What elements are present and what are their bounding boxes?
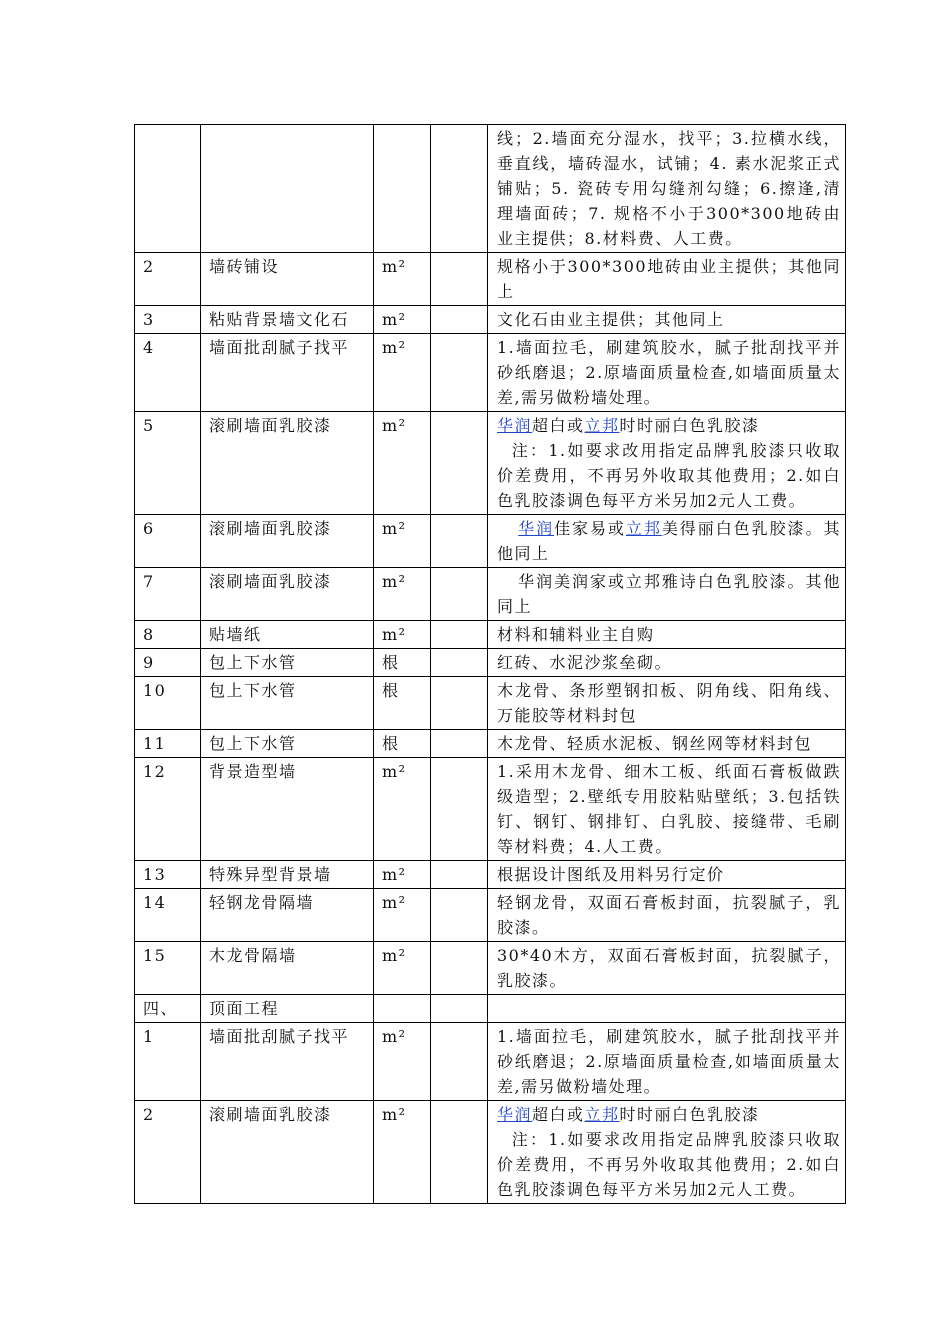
item-description: 材料和辅料业主自购	[488, 621, 846, 649]
item-description: 红砖、水泥沙浆垒砌。	[488, 649, 846, 677]
item-price	[431, 621, 488, 649]
item-description: 线；2.墙面充分湿水，找平；3.拉横水线，垂直线，墙砖湿水，试铺；4. 素水泥浆正式铺贴；5. 瓷砖专用勾缝剂勾缝；6.擦逢,清理墙面砖；7. 规格不小于300*300地砖由业主提供；8.材料费、人工费。	[488, 125, 846, 253]
item-price	[431, 995, 488, 1023]
item-description: 华润美润家或立邦雅诗白色乳胶漆。其他同上	[488, 568, 846, 621]
item-number: 1	[135, 1023, 201, 1101]
brand-link-huarun[interactable]: 华润	[497, 1105, 533, 1124]
item-price	[431, 649, 488, 677]
brand-link-huarun[interactable]: 华润	[518, 519, 555, 538]
item-unit: 根	[374, 649, 431, 677]
table-row	[135, 758, 846, 861]
item-description: 木龙骨、轻质水泥板、钢丝网等材料封包	[488, 730, 846, 758]
item-description: 华润佳家易或立邦美得丽白色乳胶漆。其他同上	[488, 515, 846, 568]
item-number: 12	[135, 758, 201, 861]
item-description: 1.墙面拉毛，刷建筑胶水，腻子批刮找平并砂纸磨退；2.原墙面质量检查,如墙面质量太差,需另做粉墙处理。	[488, 1023, 846, 1101]
item-description: 轻钢龙骨，双面石膏板封面，抗裂腻子，乳胶漆。	[488, 889, 846, 942]
item-number: 14	[135, 889, 201, 942]
item-price	[431, 861, 488, 889]
item-number: 10	[135, 677, 201, 730]
item-name: 包上下水管	[201, 730, 374, 758]
table-row	[135, 889, 846, 942]
item-number: 13	[135, 861, 201, 889]
item-name: 特殊异型背景墙	[201, 861, 374, 889]
item-unit: m²	[374, 412, 431, 515]
item-name: 墙面批刮腻子找平	[201, 334, 374, 412]
item-unit: m²	[374, 568, 431, 621]
item-unit: m²	[374, 515, 431, 568]
item-description: 30*40木方，双面石膏板封面，抗裂腻子，乳胶漆。	[488, 942, 846, 995]
item-name: 滚刷墙面乳胶漆	[201, 1101, 374, 1204]
table-row	[135, 515, 846, 568]
item-number: 9	[135, 649, 201, 677]
item-name: 包上下水管	[201, 677, 374, 730]
section-number: 四、	[135, 995, 201, 1023]
item-unit: m²	[374, 306, 431, 334]
item-name	[201, 125, 374, 253]
item-description: 1.墙面拉毛，刷建筑胶水，腻子批刮找平并砂纸磨退；2.原墙面质量检查,如墙面质量太差,需另做粉墙处理。	[488, 334, 846, 412]
item-description: 华润超白或立邦时时丽白色乳胶漆 注：1.如要求改用指定品牌乳胶漆只收取价差费用，不再另外收取其他费用；2.如白色乳胶漆调色每平方米另加2元人工费。	[488, 412, 846, 515]
item-price	[431, 253, 488, 306]
item-description	[488, 995, 846, 1023]
quotation-table	[134, 124, 846, 1204]
brand-link-nippon[interactable]: 立邦	[584, 1105, 620, 1124]
item-unit: m²	[374, 889, 431, 942]
item-number: 5	[135, 412, 201, 515]
item-description: 根据设计图纸及用料另行定价	[488, 861, 846, 889]
table-row	[135, 125, 846, 253]
item-number: 4	[135, 334, 201, 412]
item-number: 6	[135, 515, 201, 568]
item-description: 1.采用木龙骨、细木工板、纸面石膏板做跌级造型；2.壁纸专用胶粘贴壁纸；3.包括铁钉、钢钉、钢排钉、白乳胶、接缝带、毛刷等材料费；4.人工费。	[488, 758, 846, 861]
item-unit: m²	[374, 1101, 431, 1204]
item-description: 规格小于300*300地砖由业主提供；其他同上	[488, 253, 846, 306]
item-name: 滚刷墙面乳胶漆	[201, 515, 374, 568]
table-row	[135, 677, 846, 730]
item-unit: m²	[374, 253, 431, 306]
table-row	[135, 942, 846, 995]
item-unit: m²	[374, 334, 431, 412]
item-price	[431, 306, 488, 334]
item-price	[431, 677, 488, 730]
item-number: 2	[135, 1101, 201, 1204]
item-name: 墙砖铺设	[201, 253, 374, 306]
item-unit: 根	[374, 730, 431, 758]
item-name: 滚刷墙面乳胶漆	[201, 568, 374, 621]
item-unit: m²	[374, 861, 431, 889]
item-name: 贴墙纸	[201, 621, 374, 649]
item-number	[135, 125, 201, 253]
table-row	[135, 412, 846, 515]
item-price	[431, 730, 488, 758]
brand-link-nippon[interactable]: 立邦	[625, 519, 662, 538]
brand-link-nippon[interactable]: 立邦	[584, 416, 620, 435]
item-unit: m²	[374, 758, 431, 861]
item-price	[431, 758, 488, 861]
item-description: 华润超白或立邦时时丽白色乳胶漆 注：1.如要求改用指定品牌乳胶漆只收取价差费用，不再另外收取其他费用；2.如白色乳胶漆调色每平方米另加2元人工费。	[488, 1101, 846, 1204]
item-price	[431, 125, 488, 253]
item-price	[431, 568, 488, 621]
note-text: 注：1.如要求改用指定品牌乳胶漆只收取价差费用，不再另外收取其他费用；2.如白色乳胶漆调色每平方米另加2元人工费。	[497, 441, 841, 510]
table-row	[135, 334, 846, 412]
item-description: 文化石由业主提供；其他同上	[488, 306, 846, 334]
table-row	[135, 568, 846, 621]
item-name: 墙面批刮腻子找平	[201, 1023, 374, 1101]
table-row	[135, 649, 846, 677]
table-row	[135, 306, 846, 334]
table-row	[135, 1023, 846, 1101]
item-unit	[374, 995, 431, 1023]
item-price	[431, 889, 488, 942]
item-unit: m²	[374, 942, 431, 995]
item-number: 8	[135, 621, 201, 649]
note-text: 注：1.如要求改用指定品牌乳胶漆只收取价差费用，不再另外收取其他费用；2.如白色乳胶漆调色每平方米另加2元人工费。	[497, 1130, 841, 1199]
table-row	[135, 730, 846, 758]
item-number: 15	[135, 942, 201, 995]
section-title: 顶面工程	[201, 995, 374, 1023]
item-price	[431, 412, 488, 515]
table-row	[135, 253, 846, 306]
item-name: 轻钢龙骨隔墙	[201, 889, 374, 942]
table-row	[135, 621, 846, 649]
item-name: 包上下水管	[201, 649, 374, 677]
item-number: 11	[135, 730, 201, 758]
table-row	[135, 1101, 846, 1204]
item-name: 粘贴背景墙文化石	[201, 306, 374, 334]
item-unit: m²	[374, 1023, 431, 1101]
item-price	[431, 942, 488, 995]
item-name: 滚刷墙面乳胶漆	[201, 412, 374, 515]
item-name: 背景造型墙	[201, 758, 374, 861]
item-price	[431, 334, 488, 412]
item-unit: 根	[374, 677, 431, 730]
item-unit	[374, 125, 431, 253]
item-price	[431, 1023, 488, 1101]
item-number: 3	[135, 306, 201, 334]
item-unit: m²	[374, 621, 431, 649]
item-name: 木龙骨隔墙	[201, 942, 374, 995]
item-price	[431, 515, 488, 568]
item-price	[431, 1101, 488, 1204]
section-header-row	[135, 995, 846, 1023]
item-number: 7	[135, 568, 201, 621]
brand-link-huarun[interactable]: 华润	[497, 416, 533, 435]
table-row	[135, 861, 846, 889]
item-number: 2	[135, 253, 201, 306]
item-description: 木龙骨、条形塑钢扣板、阴角线、阳角线、万能胶等材料封包	[488, 677, 846, 730]
